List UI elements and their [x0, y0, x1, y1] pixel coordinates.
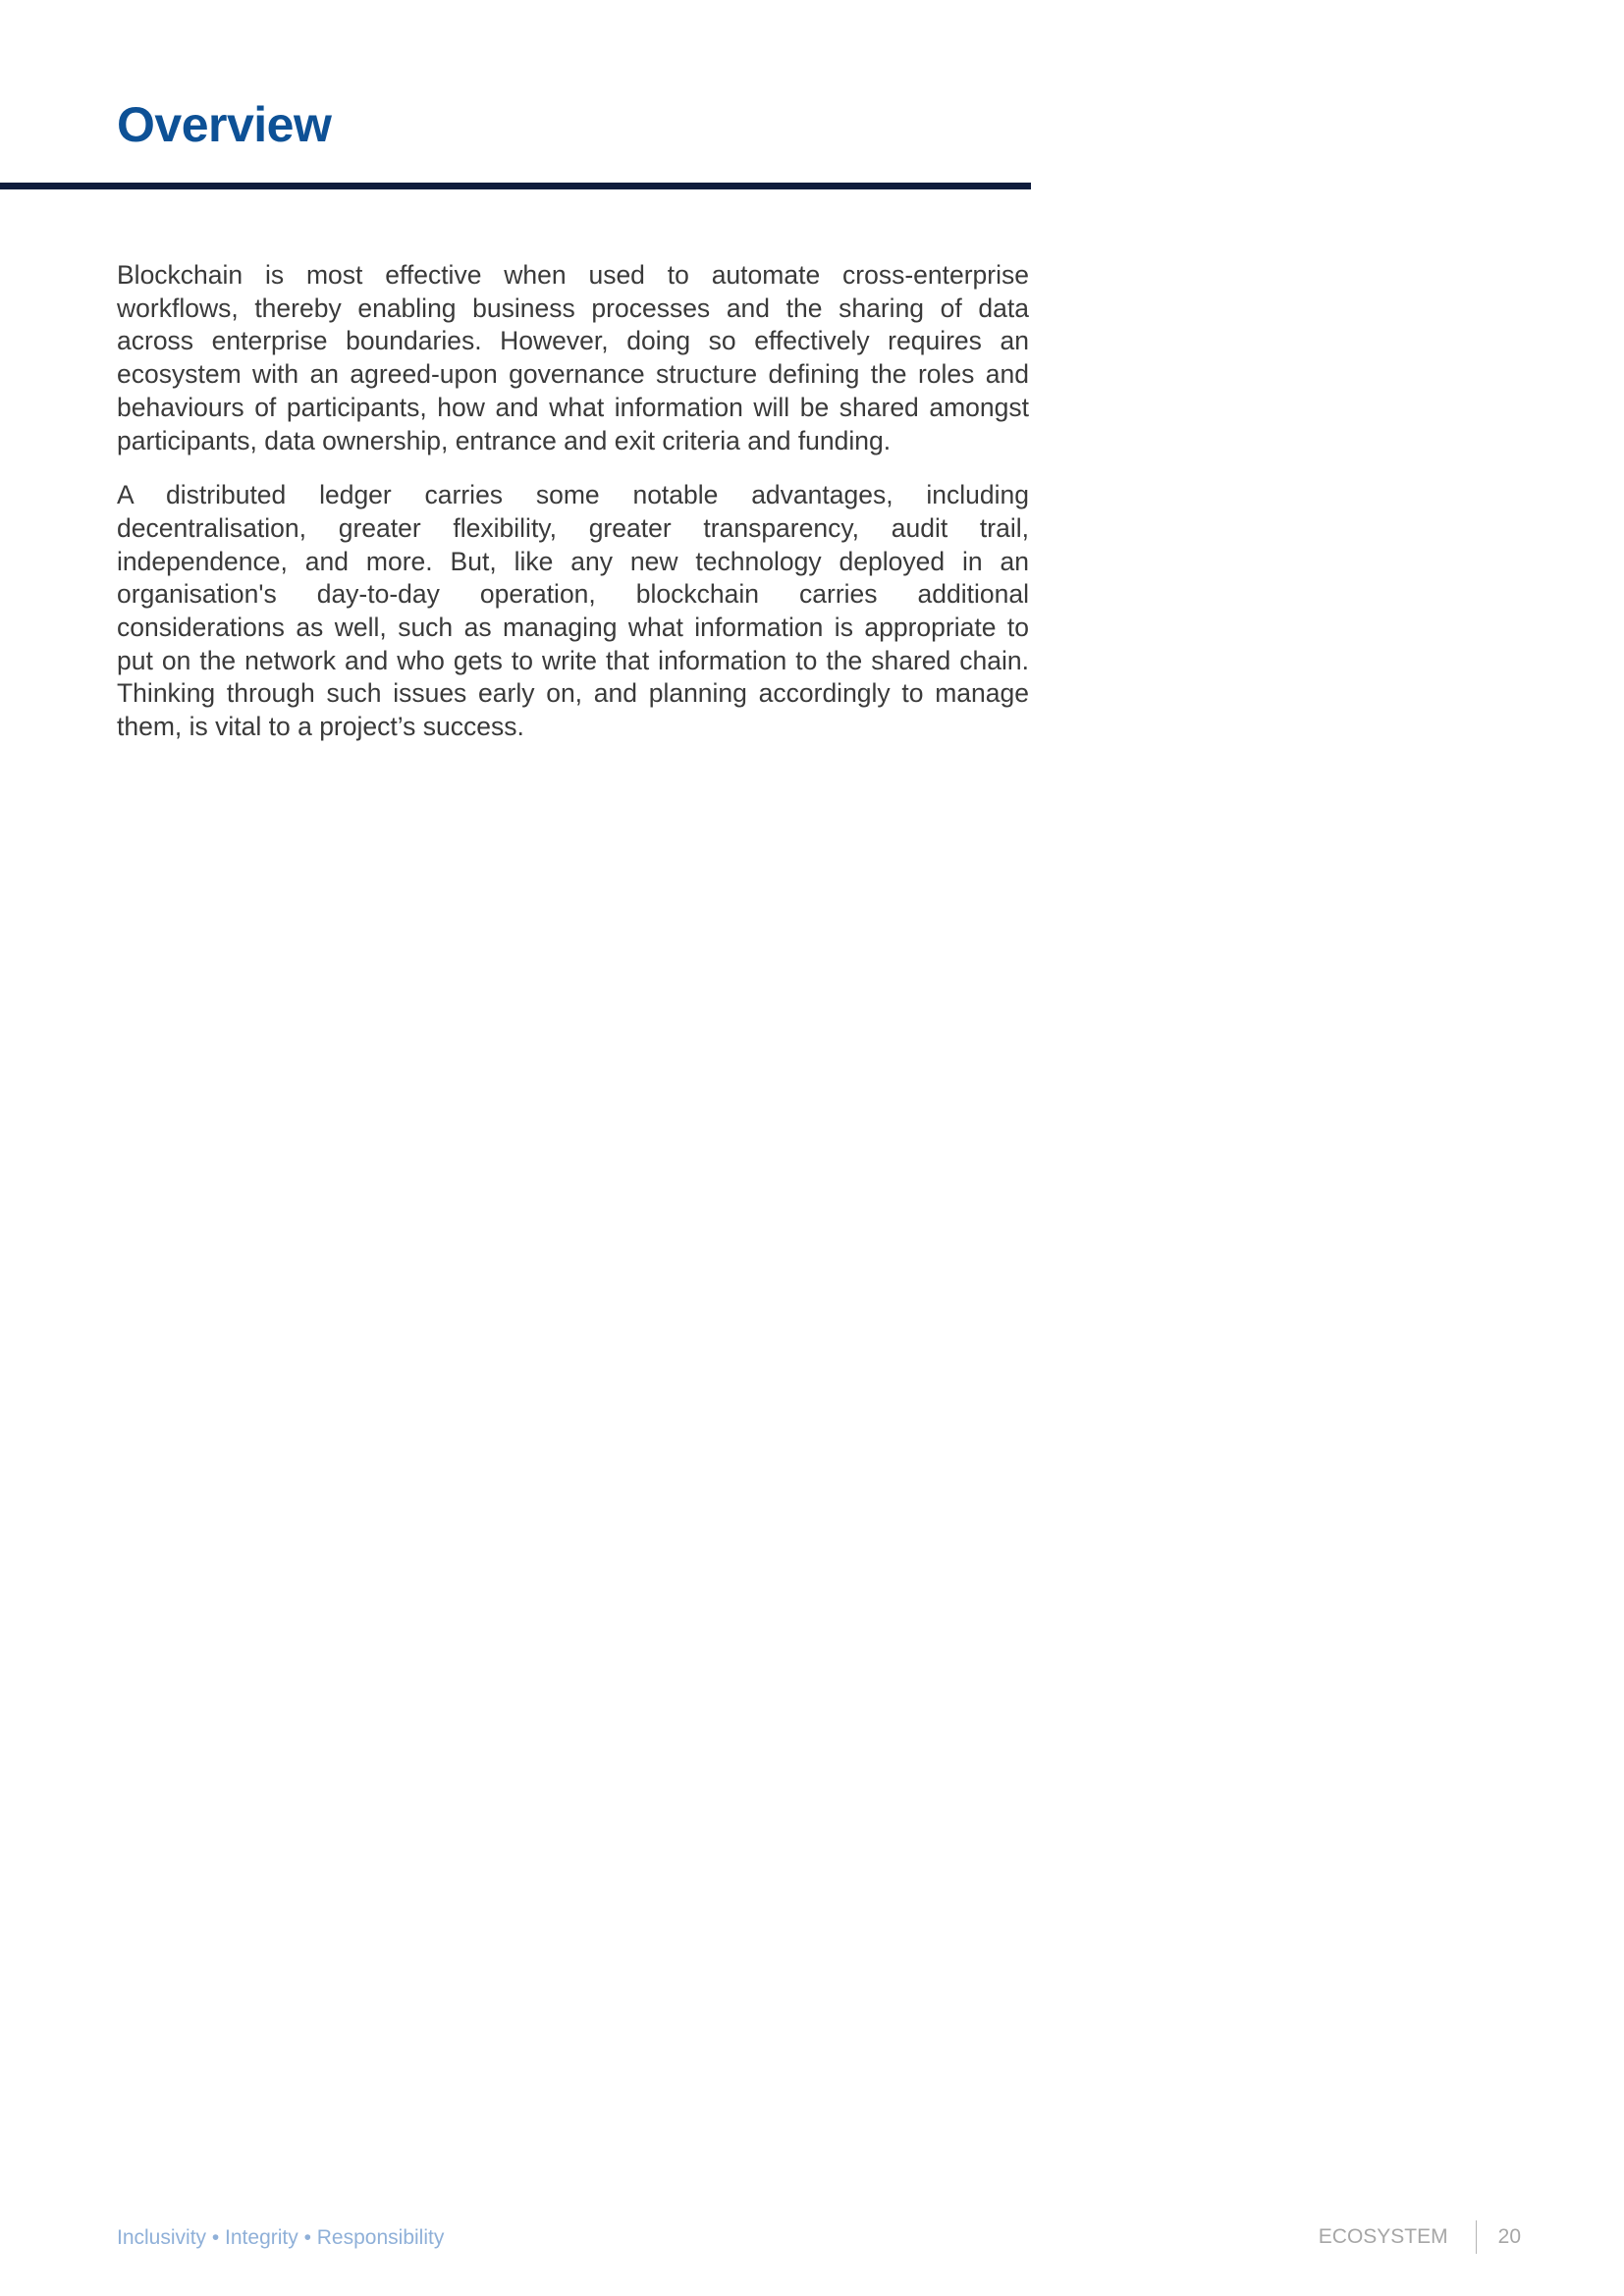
- page-title: Overview: [117, 97, 332, 152]
- paragraph-1: Blockchain is most effective when used to automate cross-enterprise workflows, thereby enabling business processes and the sharing of data across enterprise boundaries. However, doing so effectively requires an ecosystem with an agreed-upon governance structure defining the roles and behaviours of participants, how and what information will be shared amongst participants, data ownership, entrance and exit criteria and funding.: [117, 260, 1029, 455]
- page-number: 20: [1497, 2225, 1521, 2248]
- body-text: [117, 259, 1029, 766]
- footer-section-label: ECOSYSTEM: [1318, 2225, 1448, 2248]
- paragraph-2: A distributed ledger carries some notable advantages, including decentralisation, greater flexibility, greater transparency, audit trail, independence, and more. But, like any new technology deployed in an organisation's day-to-day operation, blockchain carries additional considerations as well, such as managing what information is appropriate to put on the network and who gets to write that information to the shared chain. Thinking through such issues early on, and planning accordingly to manage them, is vital to a project’s success.: [117, 480, 1029, 742]
- footer-tagline: Inclusivity • Integrity • Responsibility: [117, 2226, 445, 2249]
- title-divider: [0, 183, 1031, 189]
- footer-section-info: [1319, 2220, 1521, 2254]
- footer-divider: [1476, 2220, 1477, 2254]
